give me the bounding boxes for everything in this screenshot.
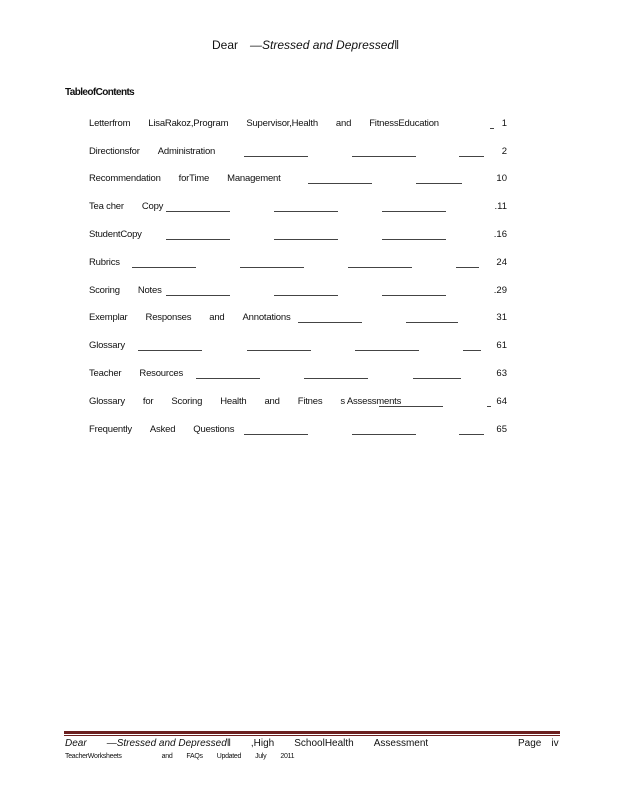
toc-entry-word: Rubrics [89, 257, 120, 268]
toc-leader-line [138, 350, 202, 351]
toc-entry-word: and [335, 118, 352, 129]
toc-leader-line [166, 239, 230, 240]
toc-entry [89, 285, 507, 299]
toc-entry-label [89, 312, 309, 323]
toc-entry [89, 368, 507, 382]
toc-leader-line [298, 322, 362, 323]
toc-entry-word: forTime [178, 173, 210, 184]
toc-entry-page: 24 [496, 257, 507, 268]
toc-leader-line [240, 267, 304, 268]
toc-leader-line [459, 434, 484, 435]
toc-entry [89, 312, 507, 326]
footer-title-part: SchoolHealth [294, 738, 354, 749]
footer-title: —Stressed and Depressed‖ [106, 738, 231, 749]
toc-leader-line [274, 211, 338, 212]
toc-leader-line [355, 350, 419, 351]
toc-entry-word: Resources [139, 368, 184, 379]
footer-sub-word: July [255, 753, 267, 760]
toc-entry-label [89, 118, 457, 129]
toc-entry-word: Tea cher [89, 201, 124, 212]
toc-leader-line [274, 239, 338, 240]
toc-entry-word: Annotations [242, 312, 291, 323]
toc-leader-line [463, 350, 481, 351]
toc-leader-line [456, 267, 479, 268]
toc-leader-line [413, 378, 461, 379]
toc-leader-line [196, 378, 260, 379]
header-title: —Stressed and Depressed‖ [250, 38, 400, 52]
toc-entry-word: Management [227, 173, 281, 184]
toc-entry-word: Glossary [89, 340, 125, 351]
toc-leader-line [379, 406, 443, 407]
footer-subline [65, 753, 308, 760]
toc-entry-word: Fitnes [297, 396, 323, 407]
toc-entry-page: 10 [496, 173, 507, 184]
footer-page-value: iv [551, 738, 559, 749]
footer-page-number [518, 738, 559, 749]
toc-entry-word: LisaRakoz,Program [148, 118, 229, 129]
toc-leader-line [274, 295, 338, 296]
toc-entry [89, 424, 507, 438]
toc-entry-label [89, 146, 233, 157]
toc-entry [89, 118, 507, 132]
toc-entry-word: Notes [137, 285, 162, 296]
toc-entry-word: Frequently [89, 424, 132, 435]
toc-entry-word: Letterfrom [89, 118, 131, 129]
toc-entry [89, 201, 507, 215]
footer-title-line [65, 738, 428, 749]
footer-title-part: ,High [250, 738, 275, 749]
toc-leader-line [459, 156, 484, 157]
toc-entry-word: Exemplar [89, 312, 128, 323]
toc-entry [89, 257, 507, 271]
toc-entry-page: .29 [493, 285, 507, 296]
toc-leader-line [308, 183, 372, 184]
toc-heading: TableofContents [65, 87, 135, 98]
toc-entry-word: for [142, 396, 154, 407]
toc-leader-line [416, 183, 462, 184]
footer-salutation: Dear [65, 738, 87, 749]
toc-entry-page: 2 [501, 146, 507, 157]
toc-leader-line [304, 378, 368, 379]
toc-entry-word: FitnessEducation [369, 118, 439, 129]
toc-entry-word: Scoring [171, 396, 203, 407]
toc-entry-page: 1 [501, 118, 507, 129]
toc-leader-line [348, 267, 412, 268]
footer-sub-word: 2011 [280, 753, 295, 760]
toc-leader-line [382, 295, 446, 296]
toc-entry-label [89, 368, 201, 379]
toc-leader-line [166, 295, 230, 296]
toc-entry-label [89, 396, 419, 407]
toc-entry-word: StudentCopy [89, 229, 142, 240]
toc-entry [89, 173, 507, 187]
toc-entry-label [89, 340, 143, 351]
toc-entry-page: 65 [496, 424, 507, 435]
toc-entry-word: Supervisor,Health [246, 118, 318, 129]
toc-leader-line [352, 156, 416, 157]
toc-entry-word: Administration [157, 146, 216, 157]
toc-entry [89, 396, 507, 410]
toc-leader-line [244, 156, 308, 157]
page-header [212, 38, 399, 52]
toc-leader-line [490, 128, 494, 129]
toc-entry-word: Teacher [89, 368, 122, 379]
toc-entry [89, 146, 507, 160]
toc-entry-label [89, 229, 160, 240]
toc-entry-word: Glossary [89, 396, 125, 407]
toc-leader-line [382, 211, 446, 212]
footer-sub-word: and [161, 753, 173, 760]
toc-entry-page: 61 [496, 340, 507, 351]
toc-entry-word: Directionsfor [89, 146, 140, 157]
toc-entry-word: Health [220, 396, 247, 407]
toc-entry [89, 340, 507, 354]
toc-entry-word: Scoring [89, 285, 120, 296]
header-salutation: Dear [212, 38, 239, 52]
toc-entry-word: Questions [193, 424, 235, 435]
toc-leader-line [247, 350, 311, 351]
toc-entry-page: 31 [496, 312, 507, 323]
footer-sub-word: TeacherWorksheets [65, 753, 122, 760]
toc-entry-word: s Assessments [340, 396, 402, 407]
footer-title-part: Assessment [373, 738, 429, 749]
footer-rule-thin [64, 735, 560, 736]
toc-entry-page: .11 [494, 201, 507, 212]
toc-entry-label [89, 257, 138, 268]
toc-leader-line [352, 434, 416, 435]
footer-page-label: Page [518, 738, 542, 749]
toc-entry-label [89, 173, 299, 184]
footer-sub-word: FAQs [186, 753, 203, 760]
footer-sub-word: Updated [216, 753, 242, 760]
toc-entry-word: and [209, 312, 225, 323]
toc-leader-line [244, 434, 308, 435]
toc-entry-word: Asked [149, 424, 176, 435]
toc-leader-line [132, 267, 196, 268]
toc-leader-line [406, 322, 458, 323]
toc-entry-page: 64 [496, 396, 507, 407]
toc-entry-word: Responses [145, 312, 192, 323]
toc-entry-word: Copy [141, 201, 164, 212]
toc-entry-word: and [264, 396, 280, 407]
toc-entry-page: .16 [493, 229, 507, 240]
toc-entry-label [89, 424, 252, 435]
toc-entry [89, 229, 507, 243]
footer-rule-thick [64, 731, 560, 734]
toc-entry-word: Recommendation [89, 173, 161, 184]
toc-leader-line [487, 406, 491, 407]
toc-entry-page: 63 [496, 368, 507, 379]
toc-leader-line [166, 211, 230, 212]
toc-leader-line [382, 239, 446, 240]
